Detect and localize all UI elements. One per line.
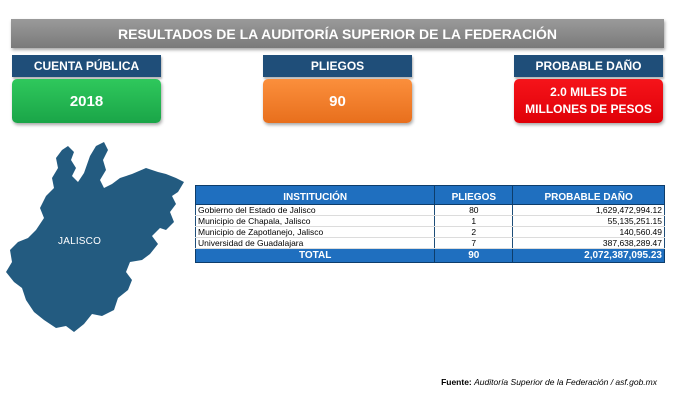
source-label: Fuente: xyxy=(441,377,472,387)
header-probable-dano: PROBABLE DAÑO xyxy=(513,186,665,205)
table-row xyxy=(196,205,665,216)
cuenta-publica-value: 2018 xyxy=(12,79,161,123)
probable-dano-label: PROBABLE DAÑO xyxy=(514,55,663,77)
results-table xyxy=(195,185,665,263)
total-dano: 2,072,387,095.23 xyxy=(513,249,665,263)
table-row xyxy=(196,238,665,249)
cell-institucion: Municipio de Chapala, Jalisco xyxy=(196,216,435,227)
source-note xyxy=(0,377,657,387)
cell-pliegos: 80 xyxy=(435,205,513,216)
table-row xyxy=(196,216,665,227)
cell-institucion: Municipio de Zapotlanejo, Jalisco xyxy=(196,227,435,238)
cell-dano: 55,135,251.15 xyxy=(513,216,665,227)
cell-pliegos: 2 xyxy=(435,227,513,238)
cell-institucion: Universidad de Guadalajara xyxy=(196,238,435,249)
total-label: TOTAL xyxy=(196,249,435,263)
pliegos-label: PLIEGOS xyxy=(263,55,412,77)
table-row xyxy=(196,227,665,238)
total-pliegos: 90 xyxy=(435,249,513,263)
source-text: Auditoría Superior de la Federación / asf.gob.mx xyxy=(474,377,657,387)
map-label: JALISCO xyxy=(58,236,102,247)
header-institucion: INSTITUCIÓN xyxy=(196,186,435,205)
cell-pliegos: 1 xyxy=(435,216,513,227)
cell-pliegos: 7 xyxy=(435,238,513,249)
page-title: RESULTADOS DE LA AUDITORÍA SUPERIOR DE LA FEDERACIÓN xyxy=(11,19,664,48)
table-total-row xyxy=(196,249,665,263)
cell-dano: 387,638,289.47 xyxy=(513,238,665,249)
table-header-row xyxy=(196,186,665,205)
header-pliegos: PLIEGOS xyxy=(435,186,513,205)
cuenta-publica-label: CUENTA PÚBLICA xyxy=(12,55,161,77)
probable-dano-value: 2.0 MILES DE MILLONES DE PESOS xyxy=(514,79,663,123)
pliegos-value: 90 xyxy=(263,79,412,123)
cell-dano: 1,629,472,994.12 xyxy=(513,205,665,216)
cell-dano: 140,560.49 xyxy=(513,227,665,238)
cell-institucion: Gobierno del Estado de Jalisco xyxy=(196,205,435,216)
